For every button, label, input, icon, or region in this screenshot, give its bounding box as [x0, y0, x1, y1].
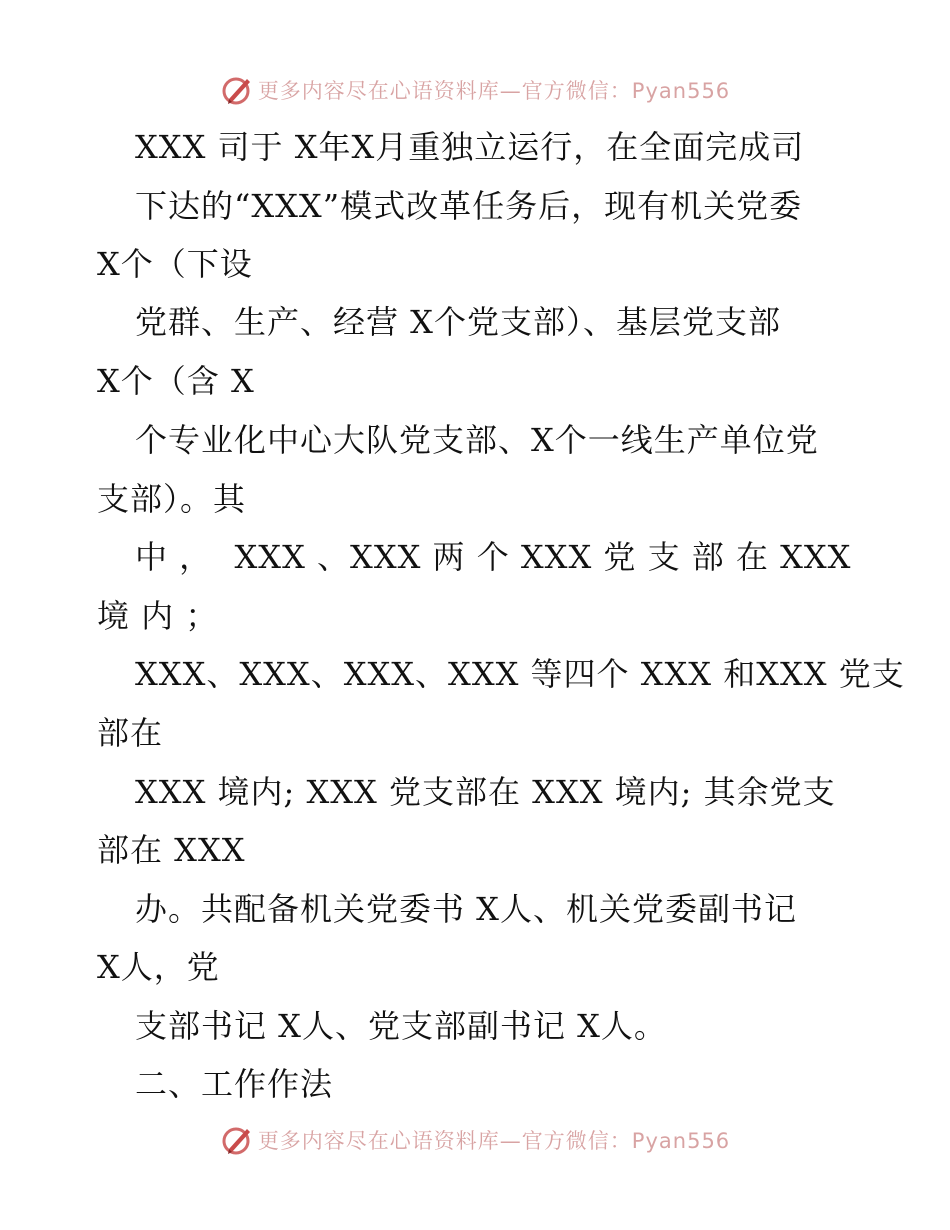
body-line: 部在 [97, 714, 164, 752]
body-line: 中 ， XXX 、XXX 两 个 XXX 党 支 部 在 XXX [135, 538, 852, 576]
body-line: XXX、XXX、XXX、XXX 等四个 XXX 和XXX 党支 [135, 655, 905, 693]
watermark-footer [0, 1120, 950, 1160]
body-line: 下达的“XXX”模式改革任务后，现有机关党委 [135, 187, 803, 225]
body-line: 支部）。其 [97, 480, 247, 518]
body-line: 个专业化中心大队党支部、X个一线生产单位党 [135, 421, 819, 459]
pen-logo-icon [220, 1123, 254, 1157]
watermark-text: 更多内容尽在心语资料库—官方微信：Pyan556 [257, 79, 731, 103]
section-heading: 二、工作作法 [135, 1065, 334, 1103]
body-line: X人，党 [97, 948, 220, 986]
body-line: 办。共配备机关党委书 X人、机关党委副书记 [135, 890, 797, 928]
body-line: X个（下设 [97, 245, 253, 283]
watermark-text: 更多内容尽在心语资料库—官方微信：Pyan556 [257, 1129, 731, 1153]
body-line: 党群、生产、经营 X个党支部）、基层党支部 [135, 303, 781, 341]
body-line: XXX 境内; XXX 党支部在 XXX 境内; 其余党支 [135, 773, 836, 811]
body-line: 部在 XXX [97, 831, 246, 869]
body-line: X个（含 X [97, 362, 255, 400]
body-line: XXX 司于 X年X月重独立运行，在全面完成司 [135, 128, 805, 166]
body-line: 境 内 ； [97, 597, 219, 635]
body-line: 支部书记 X人、党支部副书记 X人。 [135, 1007, 667, 1045]
